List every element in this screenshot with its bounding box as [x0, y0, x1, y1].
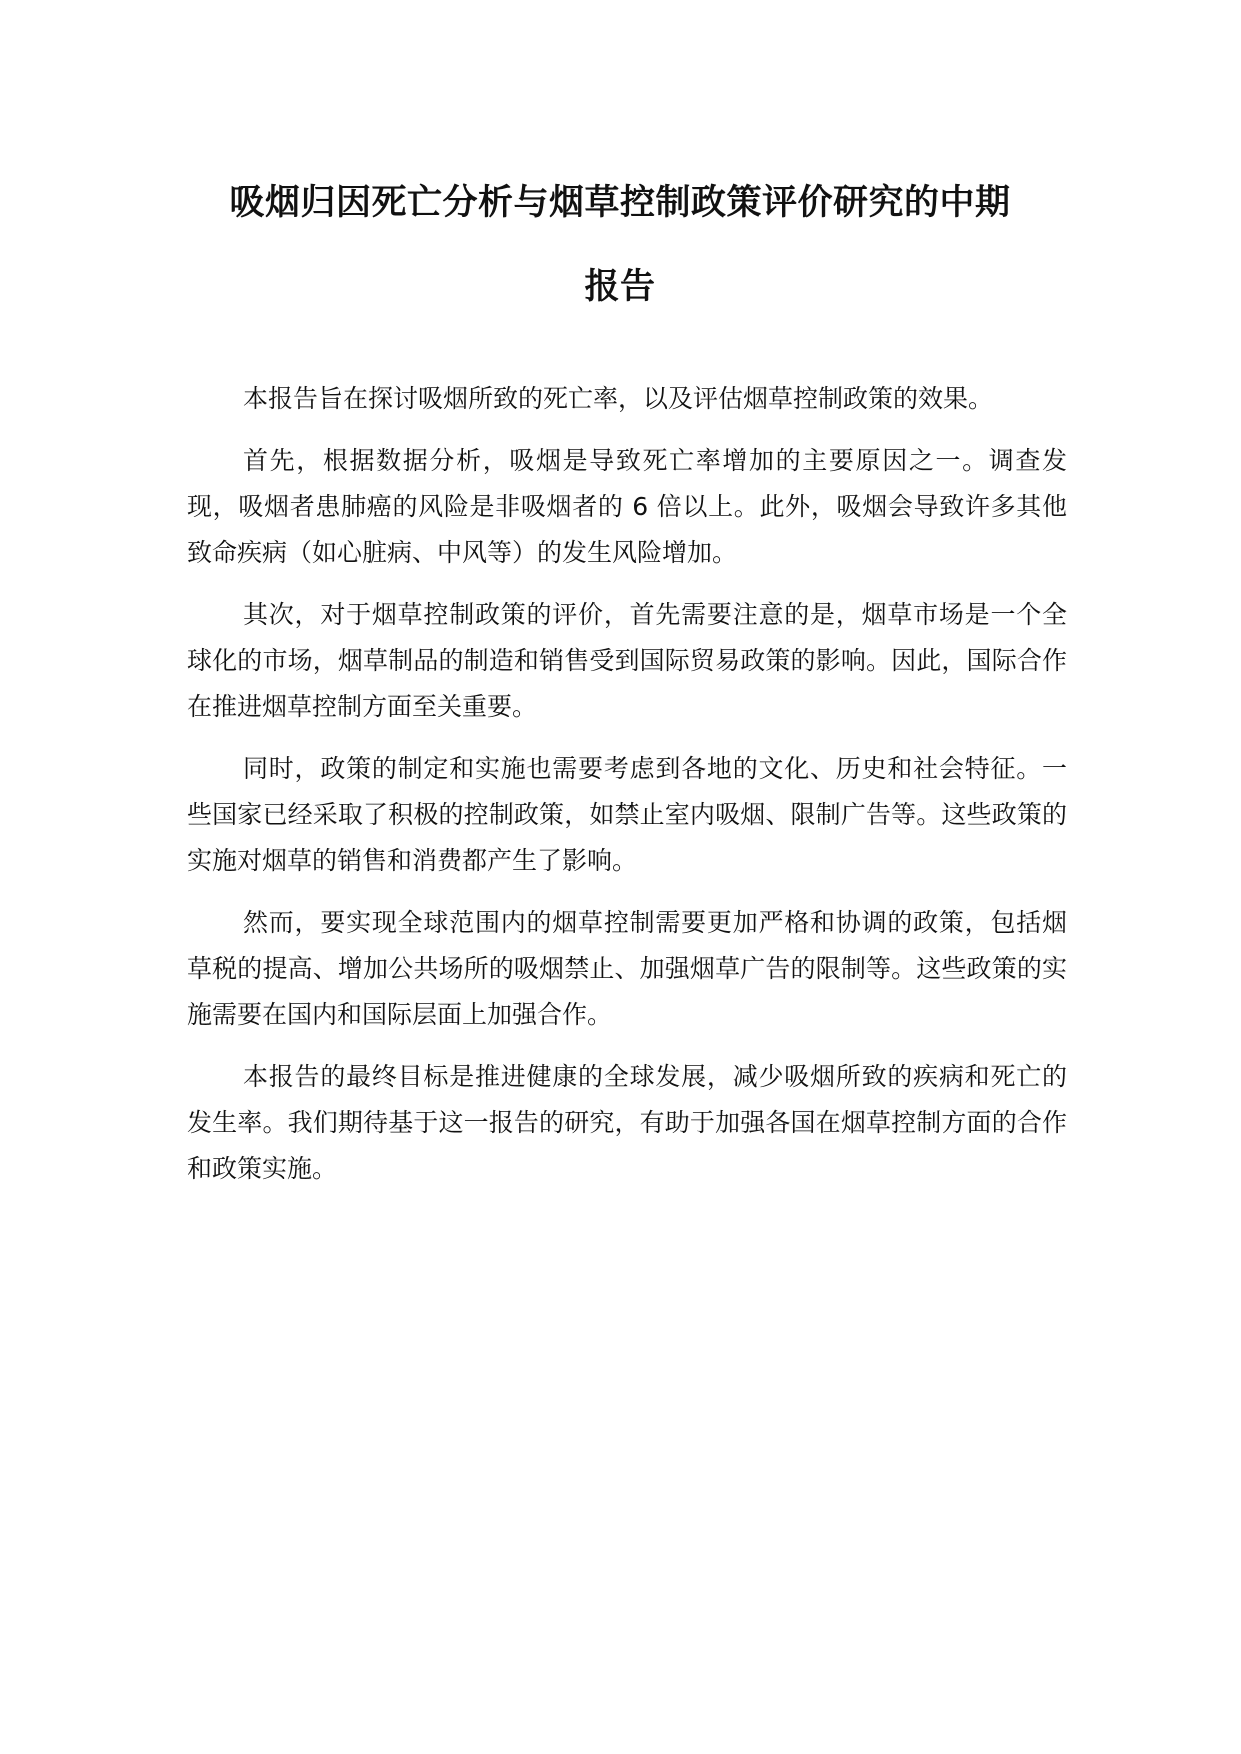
paragraph-intro: 本报告旨在探讨吸烟所致的死亡率，以及评估烟草控制政策的效果。 — [243, 384, 994, 413]
document-title-line-2: 报告 — [584, 267, 656, 307]
paragraph-mortality-analysis: 首先，根据数据分析，吸烟是导致死亡率增加的主要原因之一。调查发现，吸烟者患肺癌的风险是非吸烟者的 6 倍以上。此外，吸烟会导致许多其他致命疾病（如心脏病、中风等）的发生风险增加。 — [187, 446, 1067, 567]
document-body — [187, 376, 1067, 1208]
paragraph-global-market: 其次，对于烟草控制政策的评价，首先需要注意的是，烟草市场是一个全球化的市场，烟草制品的制造和销售受到国际贸易政策的影响。因此，国际合作在推进烟草控制方面至关重要。 — [187, 600, 1067, 721]
paragraph-coordinated-policy: 然而，要实现全球范围内的烟草控制需要更加严格和协调的政策，包括烟草税的提高、增加公共场所的吸烟禁止、加强烟草广告的限制等。这些政策的实施需要在国内和国际层面上加强合作。 — [187, 908, 1067, 1029]
document-title-line-1: 吸烟归因死亡分析与烟草控制政策评价研究的中期 — [229, 183, 1011, 223]
paragraph-final-goal: 本报告的最终目标是推进健康的全球发展，减少吸烟所致的疾病和死亡的发生率。我们期待基于这一报告的研究，有助于加强各国在烟草控制方面的合作和政策实施。 — [187, 1062, 1067, 1183]
paragraph-policy-context: 同时，政策的制定和实施也需要考虑到各地的文化、历史和社会特征。一些国家已经采取了积极的控制政策，如禁止室内吸烟、限制广告等。这些政策的实施对烟草的销售和消费都产生了影响。 — [187, 754, 1067, 875]
